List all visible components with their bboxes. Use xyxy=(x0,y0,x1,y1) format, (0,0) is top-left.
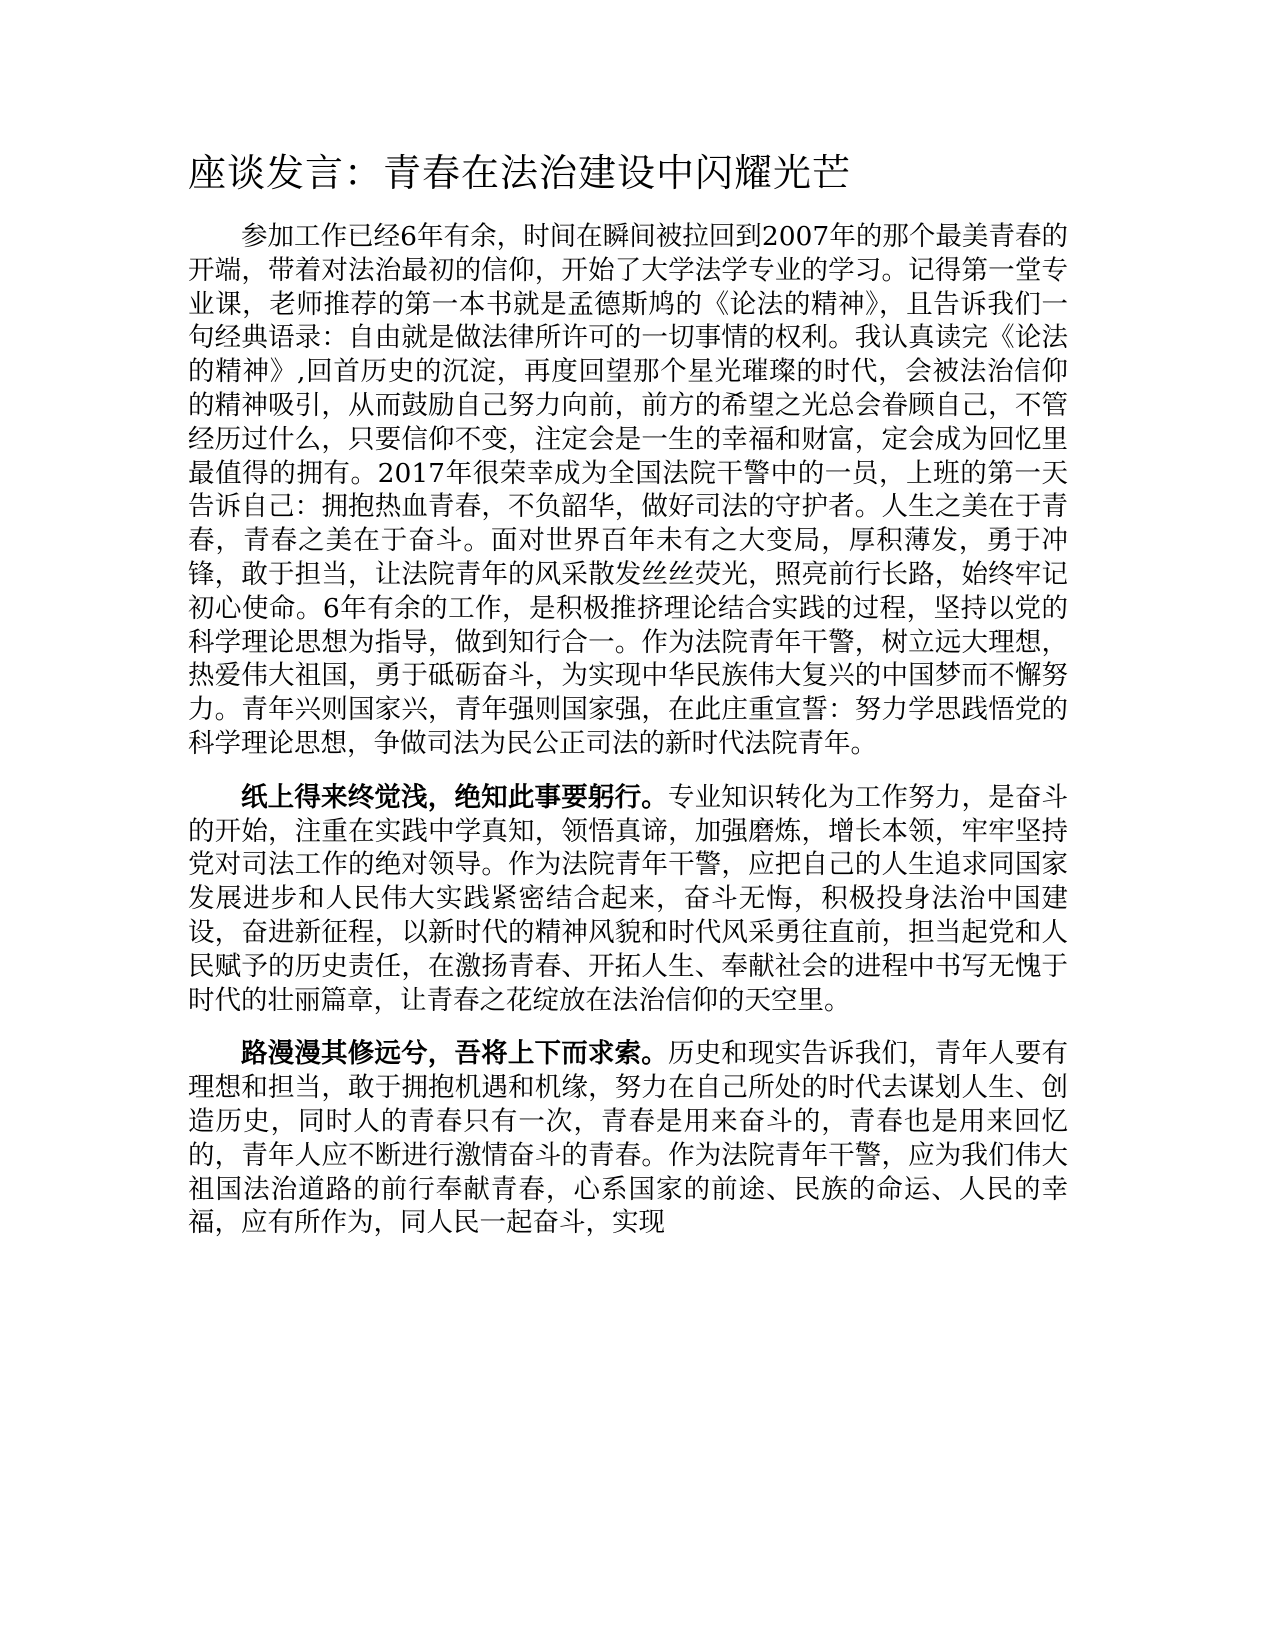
paragraph-3-text: 历史和现实告诉我们，青年人要有理想和担当，敢于拥抱机遇和机缘，努力在自己所处的时代去谋划人生、创造历史，同时人的青春只有一次，青春是用来奋斗的，青春也是用来回忆的，青年人应不断进行激情奋斗的青春。作为法院青年干警，应为我们伟大祖国法治道路的前行奉献青春，心系国家的前途、民族的命运、人民的幸福，应有所作为，同人民一起奋斗，实现 xyxy=(188,1038,1069,1239)
paragraph-3-lead: 路漫漫其修远兮，吾将上下而求索。 xyxy=(241,1038,668,1070)
paragraph-3 xyxy=(188,1037,1068,1240)
document-title: 座谈发言：青春在法治建设中闪耀光芒 xyxy=(188,151,852,195)
paragraph-1-text: 参加工作已经6年有余，时间在瞬间被拉回到2007年的那个最美青春的开端，带着对法治最初的信仰，开始了大学法学专业的学习。记得第一堂专业课，老师推荐的第一本书就是孟德斯鸠的《论法的精神》，且告诉我们一句经典语录：自由就是做法律所许可的一切事情的权利。我认真读完《论法的精神》,回首历史的沉淀，再度回望那个星光璀璨的时代，会被法治信仰的精神吸引，从而鼓励自己努力向前，前方的希望之光总会眷顾自己，不管经历过什么，只要信仰不变，注定会是一生的幸福和财富，定会成为回忆里最值得的拥有。2017年很荣幸成为全国法院干警中的一员，上班的第一天告诉自己：拥抱热血青春，不负韶华，做好司法的守护者。人生之美在于青春，青春之美在于奋斗。面对世界百年未有之大变局，厚积薄发，勇于冲锋，敢于担当，让法院青年的风采散发丝丝荧光，照亮前行长路，始终牢记初心使命。6年有余的工作，是积极推挤理论结合实践的过程，坚持以党的科学理论思想为指导，做到知行合一。作为法院青年干警，树立远大理想，热爱伟大祖国，勇于砥砺奋斗，为实现中华民族伟大复兴的中国梦而不懈努力。青年兴则国家兴，青年强则国家强，在此庄重宣誓：努力学思践悟党的科学理论思想，争做司法为民公正司法的新时代法院青年。 xyxy=(188,221,1068,759)
paragraph-2-text: 专业知识转化为工作努力，是奋斗的开始，注重在实践中学真知，领悟真谛，加强磨炼，增长本领，牢牢坚持党对司法工作的绝对领导。作为法院青年干警，应把自己的人生追求同国家发展进步和人民伟大实践紧密结合起来，奋斗无悔，积极投身法治中国建设，奋进新征程，以新时代的精神风貌和时代风采勇往直前，担当起党和人民赋予的历史责任，在激扬青春、开拓人生、奉献社会的进程中书写无愧于时代的壮丽篇章，让青春之花绽放在法治信仰的天空里。 xyxy=(188,781,1069,1016)
document-page xyxy=(188,148,1068,1260)
paragraph-1 xyxy=(188,220,1068,761)
paragraph-2 xyxy=(188,781,1068,1018)
paragraph-2-lead: 纸上得来终觉浅，绝知此事要躬行。 xyxy=(241,781,668,813)
